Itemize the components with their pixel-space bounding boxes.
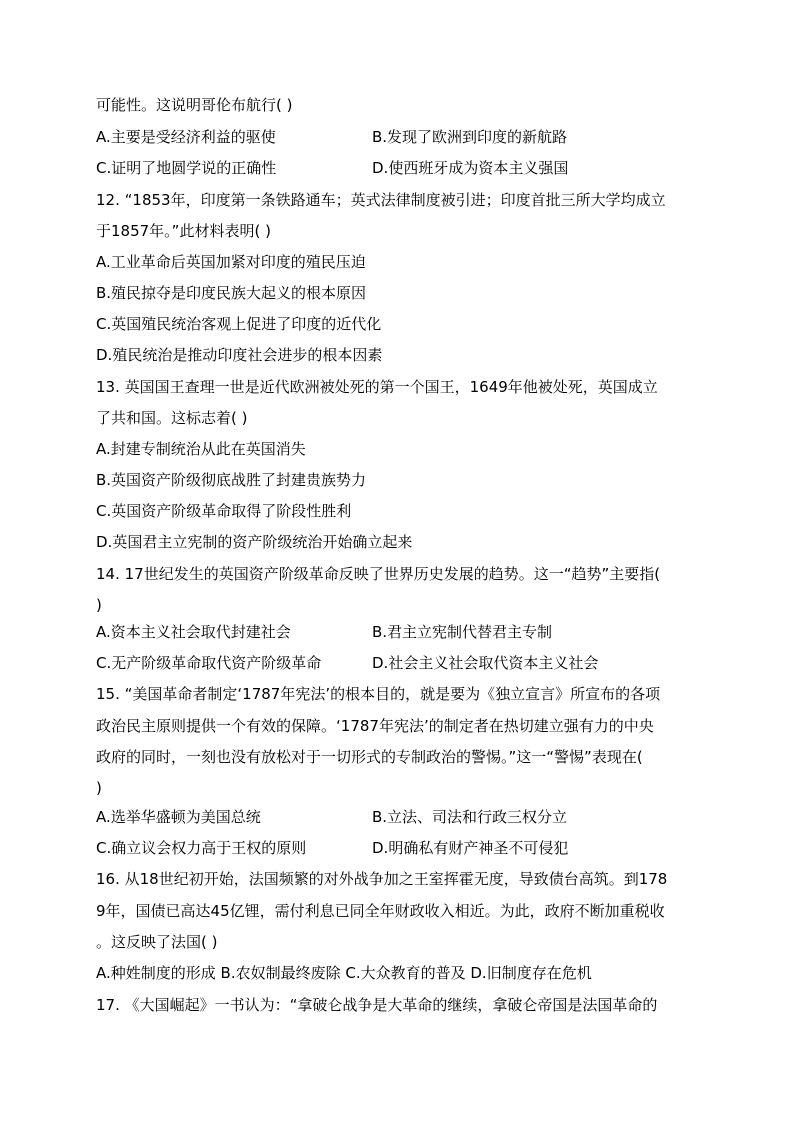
- question-16: 16. 从18世纪初开始，法国频繁的对外战争加之王室挥霍无度，导致债台高筑。到178: [96, 870, 668, 888]
- option-a: A.封建专制统治从此在英国消失: [96, 440, 306, 458]
- option-c: C.英国资产阶级革命取得了阶段性胜利: [96, 502, 352, 520]
- text-line: 政府的同时，一刻也没有放松对于一切形式的专制政治的警惕。”这一“警惕”表现在(: [96, 748, 643, 766]
- option-d: D.英国君主立宪制的资产阶级统治开始确立起来: [96, 533, 413, 551]
- option-b: B.英国资产阶级彻底战胜了封建贵族势力: [96, 471, 367, 489]
- option-row: [96, 622, 553, 642]
- question-13: 13. 英国国王查理一世是近代欧洲被处死的第一个国王，1649年他被处死，英国成立: [96, 378, 658, 396]
- text-line: 于1857年。”此材料表明( ): [96, 222, 271, 240]
- text-line: 了共和国。这标志着( ): [96, 409, 248, 427]
- option-c: C.英国殖民统治客观上促进了印度的近代化: [96, 315, 382, 333]
- option-row: A.种姓制度的形成 B.农奴制最终废除 C.大众教育的普及 D.旧制度存在危机: [96, 964, 592, 982]
- option-b: B.发现了欧洲到印度的新航路: [372, 128, 568, 146]
- text-line: ): [96, 596, 102, 614]
- option-row: [96, 127, 568, 147]
- option-a: A.工业革命后英国加紧对印度的殖民压迫: [96, 253, 366, 271]
- option-a: A.主要是受经济利益的驱使: [96, 128, 276, 146]
- question-14: 14. 17世纪发生的英国资产阶级革命反映了世界历史发展的趋势。这一“趋势”主要指(: [96, 565, 661, 583]
- option-b: B.君主立宪制代替君主专制: [372, 623, 553, 641]
- question-17: 17. 《大国崛起》一书认为：“拿破仑战争是大革命的继续，拿破仑帝国是法国革命的: [96, 996, 658, 1014]
- option-a: A.资本主义社会取代封建社会: [96, 623, 291, 641]
- option-b: B.殖民掠夺是印度民族大起义的根本原因: [96, 284, 367, 302]
- text-line: 可能性。这说明哥伦布航行( ): [96, 96, 293, 114]
- question-15: 15. “美国革命者制定‘1787年宪法’的根本目的，就是要为《独立宣言》所宣布的各项: [96, 685, 661, 703]
- question-12: 12. “1853年，印度第一条铁路通车；英式法律制度被引进；印度首批三所大学均成立: [96, 191, 666, 209]
- option-d: D.殖民统治是推动印度社会进步的根本因素: [96, 346, 383, 364]
- option-d: D.使西班牙成为资本主义强国: [372, 159, 569, 177]
- option-b: B.立法、司法和行政三权分立: [372, 808, 568, 826]
- option-c: C.无产阶级革命取代资产阶级革命: [96, 654, 322, 672]
- option-row: [96, 838, 569, 858]
- option-c: C.证明了地圆学说的正确性: [96, 159, 277, 177]
- option-a: A.选举华盛顿为美国总统: [96, 808, 261, 826]
- option-d: D.明确私有财产神圣不可侵犯: [372, 839, 569, 857]
- text-line: 9年，国债已高达45亿锂，需付利息已同全年财政收入相近。为此，政府不断加重税收: [96, 902, 665, 920]
- text-line: 。这反映了法国( ): [96, 933, 218, 951]
- option-row: [96, 653, 599, 673]
- option-d: D.社会主义社会取代资本主义社会: [372, 654, 599, 672]
- option-row: [96, 807, 568, 827]
- text-line: ): [96, 779, 102, 797]
- option-row: [96, 158, 569, 178]
- text-line: 政治民主原则提供一个有效的保障。‘1787年宪法’的制定者在热切建立强有力的中央: [96, 717, 654, 735]
- option-c: C.确立议会权力高于王权的原则: [96, 839, 307, 857]
